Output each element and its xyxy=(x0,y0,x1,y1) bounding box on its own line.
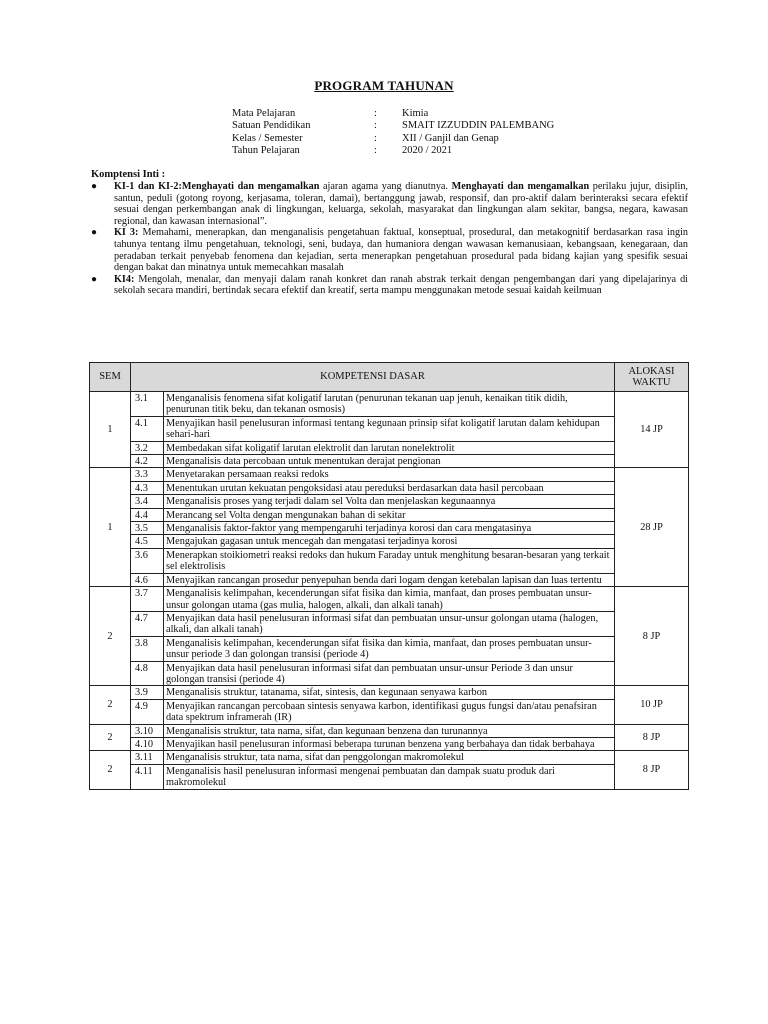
ki-bold-text: KI 3: xyxy=(114,227,139,239)
table-row xyxy=(90,686,689,699)
kd-description: Mengajukan gagasan untuk mencegah dan mengatasi terjadinya korosi xyxy=(164,535,615,548)
header-kd: KOMPETENSI DASAR xyxy=(131,363,615,392)
ki-text: Mengolah, menalar, dan menyaji dalam ranah konkret dan ranah abstrak terkait dengan pengembangan dari yang dipelajarinya di sekolah secara mandiri, bertindak secara efektif dan kreatif, serta mampu menggunakan metode sesuai kaidah keilmuan xyxy=(114,273,688,297)
kd-description: Merancang sel Volta dengan mengunakan bahan di sekitar xyxy=(164,508,615,521)
kd-description: Menyajikan hasil penelusuran informasi beberapa turunan benzena yang berbahaya dan tidak berbahaya xyxy=(164,737,615,750)
info-row xyxy=(232,120,554,132)
info-value: Kimia xyxy=(402,108,429,119)
bullet-icon: ● xyxy=(91,227,98,239)
table-row xyxy=(90,661,689,686)
ki-item xyxy=(91,274,688,297)
kd-number: 4.6 xyxy=(131,573,164,586)
info-separator: : xyxy=(374,132,377,144)
table-row xyxy=(90,573,689,586)
kd-number: 4.11 xyxy=(131,764,164,789)
info-value: XII / Ganjil dan Genap xyxy=(402,132,499,144)
kd-description: Menyajikan data hasil penelusuran informasi sifat dan pembuatan unsur-unsur golongan utama (halogen, alkali, dan alkali tanah) xyxy=(164,611,615,636)
ki-list xyxy=(91,181,688,297)
kd-description: Menyajikan hasil penelusuran informasi tentang kegunaan prinsip sifat koligatif larutan dalam kehidupan sehari-hari xyxy=(164,416,615,441)
kd-table xyxy=(89,362,689,790)
kd-description: Menganalisis proses yang terjadi dalam sel Volta dan menjelaskan kegunaannya xyxy=(164,495,615,508)
table-row xyxy=(90,548,689,573)
kd-description: Menerapkan stoikiometri reaksi redoks dan hukum Faraday untuk menghitung besaran-besaran yang terkait sel elektrolisis xyxy=(164,548,615,573)
kd-description: Menganalisis kelimpahan, kecenderungan sifat fisika dan kimia, manfaat, dan proses pembuatan unsur-unsur golongan utama (gas mulia, halogen, alkali, dan alkali tanah) xyxy=(164,587,615,612)
bullet-icon: ● xyxy=(91,181,98,192)
kd-number: 3.1 xyxy=(131,392,164,417)
kd-description: Menganalisis faktor-faktor yang mempengaruhi terjadinya korosi dan cara mengatasinya xyxy=(164,522,615,535)
ki-item xyxy=(91,181,688,227)
info-separator: : xyxy=(374,144,377,156)
table-row xyxy=(90,636,689,661)
kd-table-header xyxy=(90,363,689,392)
kd-description: Membedakan sifat koligatif larutan elektrolit dan larutan nonelektrolit xyxy=(164,441,615,454)
table-row xyxy=(90,764,689,789)
alokasi-cell: 10 JP xyxy=(615,686,689,724)
ki-bold-text: Menghayati dan mengamalkan xyxy=(451,181,590,192)
table-row xyxy=(90,508,689,521)
info-separator: : xyxy=(374,120,377,132)
table-row xyxy=(90,535,689,548)
table-row xyxy=(90,481,689,494)
kd-number: 4.9 xyxy=(131,699,164,724)
table-row xyxy=(90,468,689,481)
info-value: SMAIT IZZUDDIN PALEMBANG xyxy=(402,120,555,132)
table-row xyxy=(90,416,689,441)
kd-number: 4.10 xyxy=(131,737,164,750)
ki-bold-text: KI-1 dan KI-2:Menghayati dan mengamalkan xyxy=(114,181,320,192)
table-row xyxy=(90,587,689,612)
info-row xyxy=(232,133,554,145)
kd-description: Menyajikan rancangan percobaan sintesis senyawa karbon, identifikasi gugus fungsi dan/atau penafsiran data spektrum inframerah (IR) xyxy=(164,699,615,724)
kd-description: Menganalisis struktur, tata nama, sifat, dan kegunaan benzena dan turunannya xyxy=(164,724,615,737)
alokasi-cell: 14 JP xyxy=(615,392,689,468)
kd-number: 4.2 xyxy=(131,455,164,468)
kd-number: 4.1 xyxy=(131,416,164,441)
alokasi-cell: 8 JP xyxy=(615,751,689,789)
alokasi-cell: 8 JP xyxy=(615,724,689,751)
table-row xyxy=(90,495,689,508)
ki-heading: Komptensi Inti : xyxy=(91,169,166,180)
kd-number: 4.8 xyxy=(131,661,164,686)
kd-number: 3.2 xyxy=(131,441,164,454)
ki-bold-text: KI4: xyxy=(114,273,135,285)
bullet-icon: ● xyxy=(91,273,98,285)
kd-number: 4.3 xyxy=(131,481,164,494)
table-row xyxy=(90,751,689,764)
kd-description: Menganalisis struktur, tata nama, sifat dan penggolongan makromolekul xyxy=(164,751,615,764)
kd-number: 3.5 xyxy=(131,522,164,535)
table-row xyxy=(90,611,689,636)
kd-description: Menyajikan data hasil penelusuran informasi sifat dan pembuatan unsur-unsur Periode 3 dan unsur golongan transisi (periode 4) xyxy=(164,661,615,686)
info-separator: : xyxy=(374,108,377,119)
table-row xyxy=(90,441,689,454)
kd-number: 3.11 xyxy=(131,751,164,764)
kd-description: Menyetarakan persamaan reaksi redoks xyxy=(164,468,615,481)
semester-cell: 2 xyxy=(90,686,131,724)
semester-cell: 2 xyxy=(90,587,131,686)
kd-number: 3.8 xyxy=(131,636,164,661)
kd-number: 3.4 xyxy=(131,495,164,508)
kd-number: 3.7 xyxy=(131,587,164,612)
semester-cell: 2 xyxy=(90,724,131,751)
kd-description: Menyajikan rancangan prosedur penyepuhan benda dari logam dengan ketebalan lapisan dan luas tertentu xyxy=(164,573,615,586)
kd-number: 4.4 xyxy=(131,508,164,521)
ki-text: perilaku jujur, disiplin, santun, peduli (gotong royong, kerjasama, toleran, damai), bertanggung jawab, responsif, dan pro-aktif dalam berinteraksi secara efektif sesuai dengan perkembangan anak di lingkungan, keluarga, sekolah, masyarakat dan lingkungan alam sekitar, bangsa, negara, kawasan regional, dan kawasan internasional”. xyxy=(114,181,688,227)
kd-description: Menganalisis hasil penelusuran informasi mengenai pembuatan dan dampak suatu produk dari makromolekul xyxy=(164,764,615,789)
kd-description: Menganalisis fenomena sifat koligatif larutan (penurunan tekanan uap jenuh, kenaikan titik didih, penurunan titik beku, dan tekanan osmosis) xyxy=(164,392,615,417)
info-key: Tahun Pelajaran xyxy=(232,144,300,156)
kd-number: 3.10 xyxy=(131,724,164,737)
header-alokasi: ALOKASI WAKTU xyxy=(615,363,689,392)
kd-number: 3.3 xyxy=(131,468,164,481)
kd-number: 4.5 xyxy=(131,535,164,548)
table-row xyxy=(90,455,689,468)
kd-description: Menganalisis kelimpahan, kecenderungan sifat fisika dan kimia, manfaat, dan proses pembuatan unsur-unsur periode 3 dan golongan transisi (periode 4) xyxy=(164,636,615,661)
info-key: Satuan Pendidikan xyxy=(232,120,311,132)
kd-description: Menentukan urutan kekuatan pengoksidasi atau pereduksi berdasarkan data hasil percobaan xyxy=(164,481,615,494)
kd-number: 4.7 xyxy=(131,611,164,636)
semester-cell: 2 xyxy=(90,751,131,789)
info-row xyxy=(232,108,554,120)
info-row xyxy=(232,145,554,157)
page-title: PROGRAM TAHUNAN xyxy=(314,78,454,93)
info-value: 2020 / 2021 xyxy=(402,144,453,156)
kd-number: 3.6 xyxy=(131,548,164,573)
table-row xyxy=(90,522,689,535)
kd-description: Menganalisis data percobaan untuk menentukan derajat pengionan xyxy=(164,455,615,468)
header-sem: SEM xyxy=(90,363,131,392)
ki-text: ajaran agama yang dianutnya. xyxy=(319,181,452,192)
info-key: Mata Pelajaran xyxy=(232,108,296,119)
table-row xyxy=(90,699,689,724)
info-key: Kelas / Semester xyxy=(232,132,303,144)
table-row xyxy=(90,392,689,417)
semester-cell: 1 xyxy=(90,468,131,587)
ki-text: Memahami, menerapkan, dan menganalisis pengetahuan faktual, konseptual, prosedural, dan metakognitif berdasarkan rasa ingin tahunya tentang ilmu pengetahuan, teknologi, seni, budaya, dan humaniora dengan wawasan kemanusiaan, kebangsaan, kenegaraan, dan peradaban terkait penyebab fenomena dan kejadian, serta menerapkan pengetahuan prosedural pada bidang kajian yang spesifik sesuai dengan bakat dan minatnya untuk memecahkan masalah xyxy=(114,227,689,274)
table-row xyxy=(90,724,689,737)
semester-cell: 1 xyxy=(90,392,131,468)
alokasi-cell: 28 JP xyxy=(615,468,689,587)
kd-description: Menganalisis struktur, tatanama, sifat, sintesis, dan kegunaan senyawa karbon xyxy=(164,686,615,699)
document-info xyxy=(232,108,554,157)
kd-number: 3.9 xyxy=(131,686,164,699)
alokasi-cell: 8 JP xyxy=(615,587,689,686)
table-row xyxy=(90,737,689,750)
ki-item xyxy=(91,227,688,273)
